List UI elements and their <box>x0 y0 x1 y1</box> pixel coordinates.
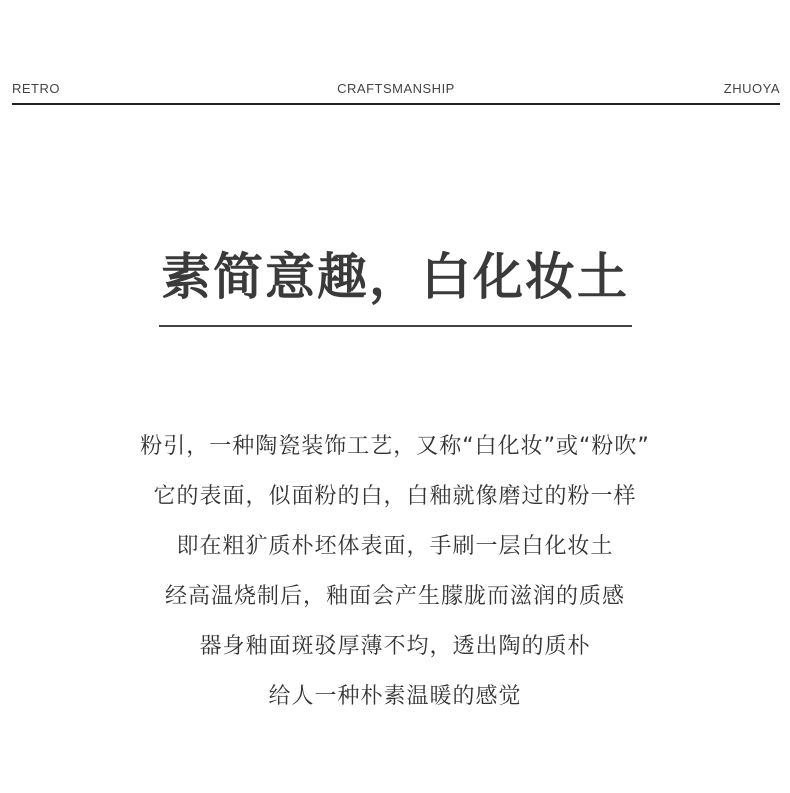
page-title: 素简意趣，白化妆土 <box>161 248 629 306</box>
body-line: 经高温烧制后，釉面会产生朦胧而滋润的质感 <box>164 584 625 609</box>
body-line: 给人一种朴素温暖的感觉 <box>268 684 522 709</box>
page-header <box>12 80 780 100</box>
title-underline <box>159 325 632 327</box>
header-right-label: ZHUOYA <box>723 81 780 96</box>
header-center-label: CRAFTSMANSHIP <box>337 81 455 96</box>
header-left-label: RETRO <box>12 81 60 96</box>
body-line: 即在粗犷质朴坯体表面，手刷一层白化妆土 <box>176 534 614 559</box>
body-line: 粉引，一种陶瓷装饰工艺，又称“白化妆”或“粉吹” <box>140 434 650 459</box>
body-text <box>0 422 790 722</box>
body-line: 器身釉面斑驳厚薄不均，透出陶的质朴 <box>199 634 591 659</box>
body-line: 它的表面，似面粉的白，白釉就像磨过的粉一样 <box>153 484 637 509</box>
header-divider <box>12 103 780 105</box>
